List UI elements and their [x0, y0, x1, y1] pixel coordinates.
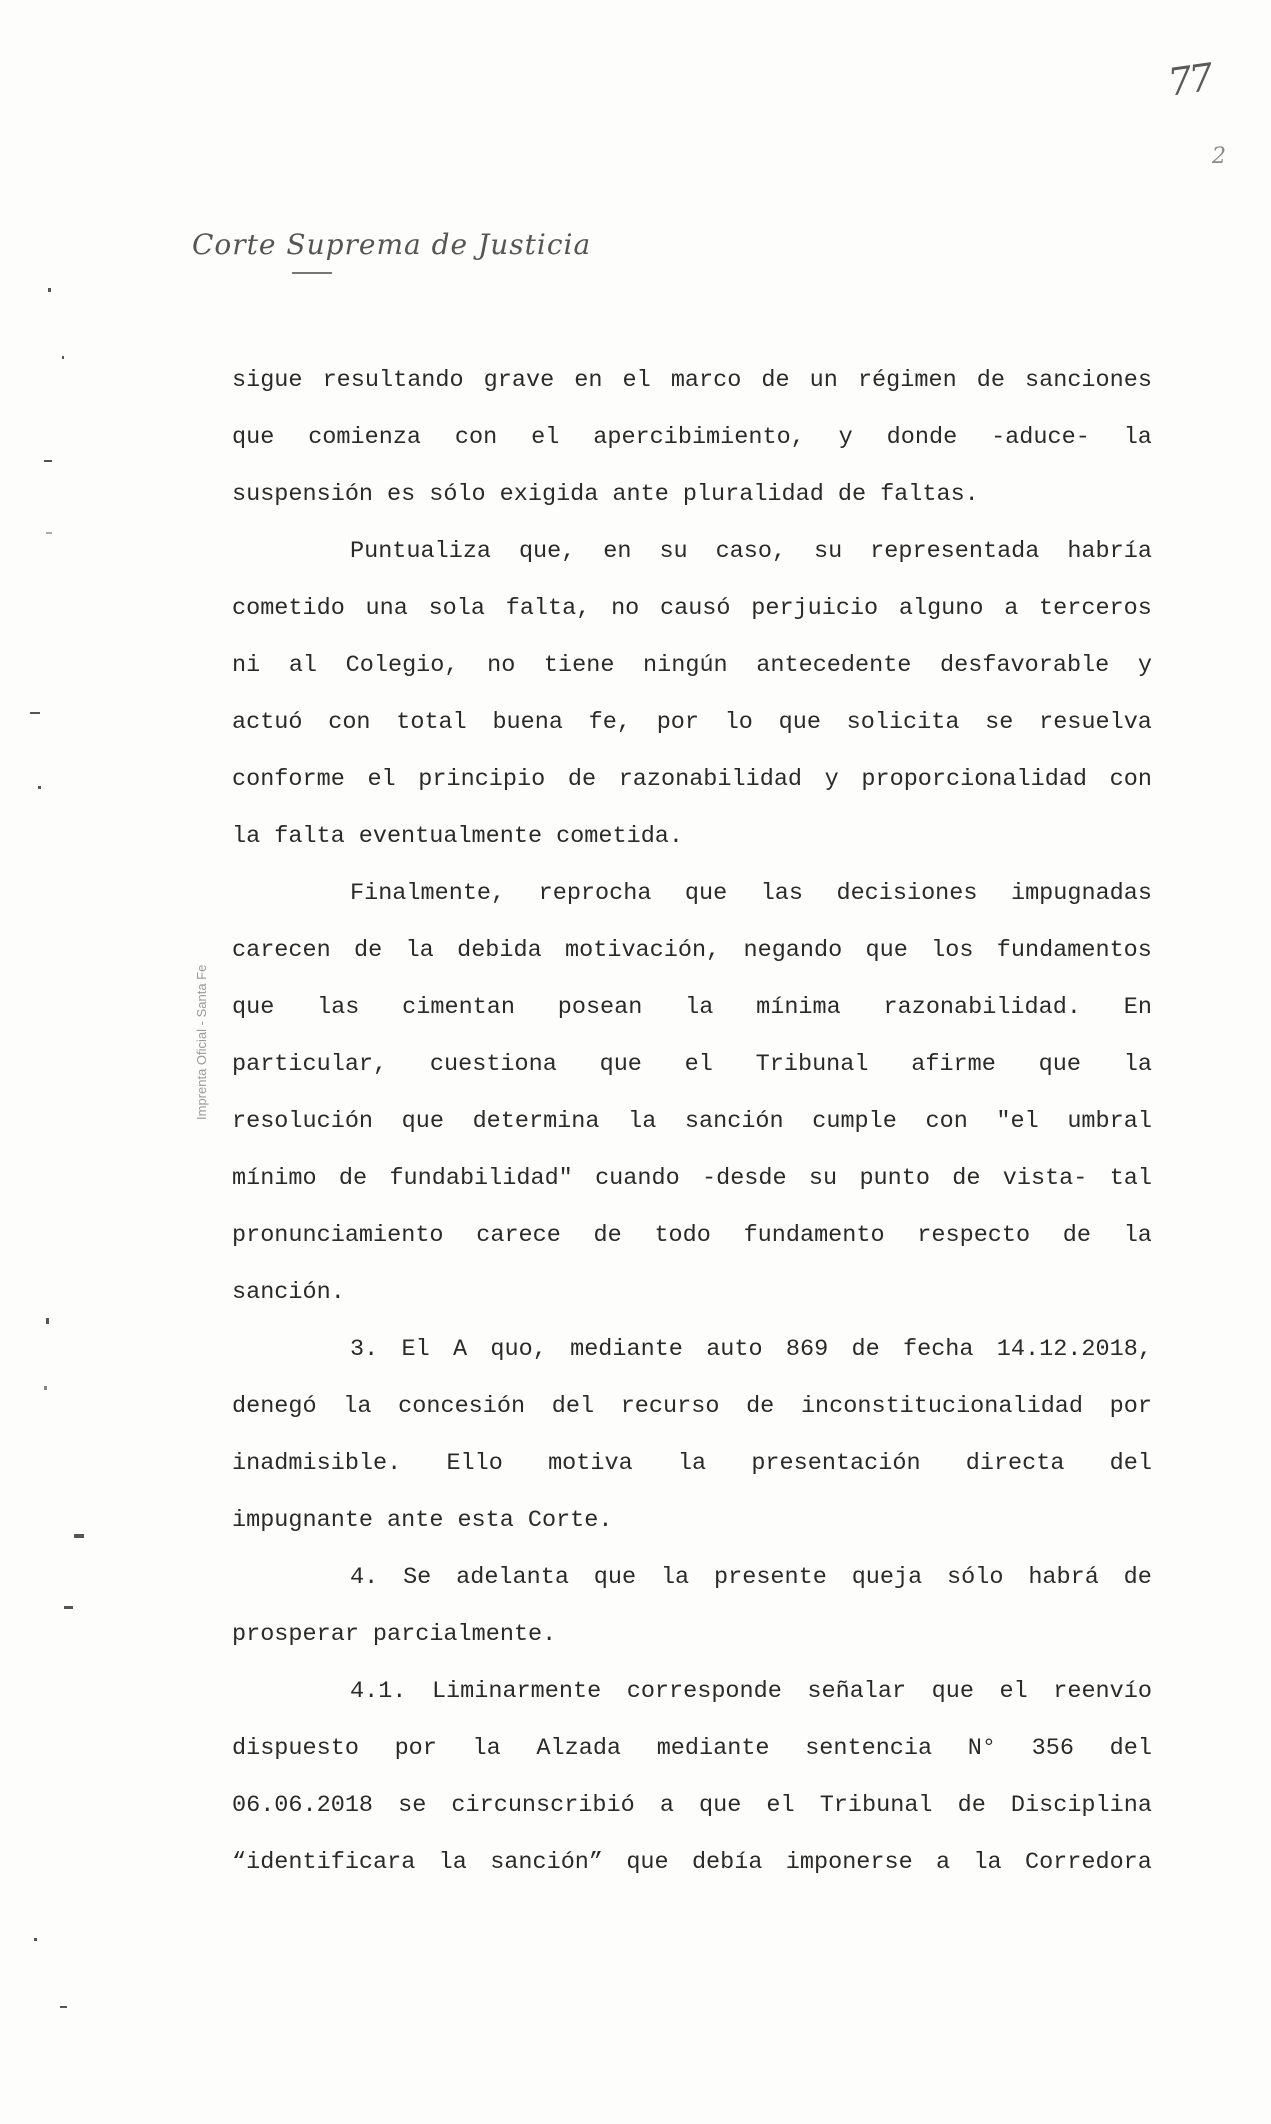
word: imponerse [785, 1849, 913, 1876]
word: en [603, 538, 632, 565]
word: cimentan [402, 994, 515, 1021]
word: la [438, 1849, 467, 1876]
word: la [1123, 1222, 1152, 1249]
printer-imprint: Imprenta Oficial - Santa Fe [194, 964, 209, 1120]
text-line [232, 1321, 1152, 1378]
word: habrá [1028, 1564, 1099, 1591]
word: del [1109, 1735, 1152, 1762]
word: sanciones [1025, 367, 1152, 394]
text-line [232, 523, 1152, 580]
word: actuó [232, 709, 303, 736]
word: 869 [785, 1336, 829, 1363]
word: razonabilidad [618, 766, 803, 793]
text-line [232, 1150, 1152, 1207]
word: la [660, 1564, 690, 1591]
word: tal [1109, 1165, 1152, 1192]
word: "el [996, 1108, 1039, 1135]
word: cometido [232, 595, 345, 622]
margin-speck [38, 786, 41, 789]
margin-speck [30, 712, 40, 714]
margin-speck [46, 1318, 49, 1324]
text-line [232, 1834, 1152, 1891]
word: ningún [643, 652, 728, 679]
word: Tribunal [755, 1051, 869, 1078]
word: falta, [505, 595, 591, 622]
word: su [659, 538, 688, 565]
word: determina [472, 1108, 600, 1135]
word: y [824, 766, 839, 793]
word: Finalmente, [350, 880, 506, 907]
word: a [1004, 595, 1019, 622]
text-line [232, 352, 1152, 409]
word: reenvío [1053, 1678, 1152, 1705]
word: todo [654, 1222, 711, 1249]
word: razonabilidad. [883, 994, 1081, 1021]
word: fundamento [743, 1222, 885, 1249]
word: grave [483, 367, 555, 394]
word: 3. [350, 1336, 379, 1363]
word: el [999, 1678, 1028, 1705]
word: queja [851, 1564, 923, 1591]
word: posean [557, 994, 643, 1021]
text-line [232, 922, 1152, 979]
word: no [487, 652, 516, 679]
word: con [925, 1108, 968, 1135]
word: la [685, 994, 714, 1021]
word: del [551, 1393, 595, 1420]
word: cuestiona [429, 1051, 557, 1078]
word: se [398, 1792, 427, 1819]
word: resolución [232, 1108, 374, 1135]
word: habría [1067, 538, 1152, 565]
word: 4. [350, 1564, 379, 1591]
text-line [232, 1378, 1152, 1435]
word: sólo [429, 481, 486, 508]
word: donde [886, 424, 958, 451]
word: parcialmente. [372, 1621, 557, 1648]
word: por [656, 709, 699, 736]
text-line [232, 1264, 1152, 1321]
word: terceros [1039, 595, 1152, 622]
word: la [232, 823, 261, 850]
word: inconstitucionalidad [800, 1393, 1083, 1420]
word: negando [743, 937, 843, 964]
word: que [401, 1108, 444, 1135]
margin-speck [48, 288, 51, 292]
text-line [232, 1093, 1152, 1150]
word: -desde [702, 1165, 787, 1192]
word: el [367, 766, 396, 793]
word: apercibimiento, [593, 424, 805, 451]
word: que [865, 937, 908, 964]
word: y [1137, 652, 1152, 679]
word: desfavorable [940, 652, 1110, 679]
margin-speck [46, 532, 52, 534]
word: al [288, 652, 318, 679]
text-line [232, 979, 1152, 1036]
word: se [985, 709, 1014, 736]
word: el [531, 424, 560, 451]
word: de [746, 1393, 775, 1420]
text-line [232, 751, 1152, 808]
word: el [684, 1051, 713, 1078]
word: decisiones [836, 880, 978, 907]
word: impugnadas [1010, 880, 1152, 907]
word: falta [274, 823, 345, 850]
text-line [232, 1549, 1152, 1606]
body-text [232, 352, 1152, 1891]
margin-speck [60, 2006, 67, 2008]
text-line [232, 1606, 1152, 1663]
word: la [973, 1849, 1002, 1876]
word: debía [691, 1849, 763, 1876]
word: sigue [232, 367, 303, 394]
word: fecha [903, 1336, 974, 1363]
word: motiva [548, 1450, 633, 1477]
word: pronunciamiento [232, 1222, 444, 1249]
word: exigida [499, 481, 599, 508]
word: solicita [846, 709, 960, 736]
letterhead: Corte Suprema de Justicia [192, 228, 592, 261]
word: total [396, 709, 467, 736]
word: auto [706, 1336, 763, 1363]
word: impugnante [232, 1507, 374, 1534]
word: a [659, 1792, 674, 1819]
word: de [354, 937, 383, 964]
word: proporcionalidad [861, 766, 1088, 793]
word: que [684, 880, 728, 907]
word: buena [492, 709, 563, 736]
word: punto [859, 1165, 930, 1192]
word: suspensión [232, 481, 374, 508]
word: umbral [1067, 1108, 1152, 1135]
word: alguno [898, 595, 984, 622]
word: y [838, 424, 853, 451]
word: cuando [595, 1165, 680, 1192]
word: inadmisible. [232, 1450, 402, 1477]
word: de [1123, 1564, 1152, 1591]
word: Liminarmente [431, 1678, 602, 1705]
word: la [343, 1393, 372, 1420]
word: sanción [684, 1108, 784, 1135]
margin-speck [34, 1938, 37, 1941]
word: faltas. [880, 481, 979, 508]
word: fundabilidad" [389, 1165, 573, 1192]
word: señalar [807, 1678, 907, 1705]
word: de [837, 481, 867, 508]
word: la [1123, 1051, 1152, 1078]
text-line [232, 637, 1152, 694]
text-line [232, 466, 1152, 523]
word: -aduce- [991, 424, 1090, 451]
text-line [232, 1207, 1152, 1264]
word: régimen [857, 367, 957, 394]
word: caso, [715, 538, 787, 565]
word: sanción” [490, 1849, 604, 1876]
margin-speck [44, 460, 52, 462]
word: prosperar [232, 1621, 359, 1648]
word: El [401, 1336, 430, 1363]
word: de [976, 367, 1005, 394]
text-line [232, 1663, 1152, 1720]
word: Alzada [536, 1735, 622, 1762]
word: el [622, 367, 651, 394]
word: 356 [1031, 1735, 1074, 1762]
word: En [1123, 994, 1152, 1021]
word: que [599, 1051, 642, 1078]
word: su [814, 538, 843, 565]
word: de [567, 766, 597, 793]
word: que [931, 1678, 974, 1705]
word: los [931, 937, 974, 964]
word: la [1123, 424, 1152, 451]
word: la [472, 1735, 501, 1762]
word: mediante [570, 1336, 683, 1363]
word: Se [403, 1564, 432, 1591]
word: por [394, 1735, 437, 1762]
folio-annotation: 2 [1212, 144, 1226, 169]
word: N° [967, 1735, 996, 1762]
word: dispuesto [232, 1735, 359, 1762]
word: quo, [490, 1336, 547, 1363]
word: mínimo [232, 1165, 317, 1192]
letterhead-rule [292, 272, 332, 274]
word: resultando [322, 367, 464, 394]
word: marco [670, 367, 742, 394]
word: que [1038, 1051, 1081, 1078]
text-line [232, 1492, 1152, 1549]
word: tiene [543, 652, 615, 679]
text-line [232, 409, 1152, 466]
margin-speck [62, 356, 64, 359]
word: mediante [656, 1735, 770, 1762]
word: fundamentos [996, 937, 1152, 964]
word: que, [518, 538, 576, 565]
word: por [1109, 1393, 1152, 1420]
word: de [952, 1165, 981, 1192]
word: esta [457, 1507, 514, 1534]
folio-number: 77 [1165, 55, 1214, 105]
word: 06.06.2018 [232, 1792, 374, 1819]
word: vista- [1002, 1165, 1088, 1192]
word: Colegio, [345, 652, 459, 679]
text-line [232, 1435, 1152, 1492]
word: sentencia [805, 1735, 933, 1762]
word: que [626, 1849, 669, 1876]
word: ante [612, 481, 669, 508]
text-line [232, 1720, 1152, 1777]
word: motivación, [565, 937, 721, 964]
word: eventualmente [358, 823, 543, 850]
word: particular, [232, 1051, 388, 1078]
word: mínima [756, 994, 841, 1021]
word: pluralidad [682, 481, 824, 508]
word: sanción. [232, 1279, 345, 1306]
text-line [232, 694, 1152, 751]
word: carece [476, 1222, 561, 1249]
text-line [232, 865, 1152, 922]
word: de [851, 1336, 880, 1363]
word: del [1109, 1450, 1152, 1477]
word: las [760, 880, 803, 907]
word: recurso [620, 1393, 720, 1420]
word: a [936, 1849, 951, 1876]
word: cometida. [556, 823, 683, 850]
word: una [365, 595, 408, 622]
word: un [809, 367, 838, 394]
word: Puntualiza [350, 538, 492, 565]
word: principio [418, 766, 546, 793]
word: Tribunal [819, 1792, 933, 1819]
word: la [677, 1450, 707, 1477]
word: que [232, 424, 275, 451]
word: causó [660, 595, 731, 622]
word: A [453, 1336, 468, 1363]
word: concesión [398, 1393, 526, 1420]
word: de [761, 367, 790, 394]
word: Disciplina [1010, 1792, 1152, 1819]
word: 4.1. [350, 1678, 407, 1705]
word: ante [387, 1507, 444, 1534]
word: sola [428, 595, 485, 622]
word: es [387, 481, 416, 508]
word: Corte. [527, 1507, 613, 1534]
word: con [454, 424, 498, 451]
word: de [957, 1792, 986, 1819]
word: las [317, 994, 360, 1021]
word: sólo [947, 1564, 1004, 1591]
word: que [778, 709, 821, 736]
word: cumple [812, 1108, 897, 1135]
word: afirme [911, 1051, 996, 1078]
word: directa [965, 1450, 1065, 1477]
word: su [808, 1165, 838, 1192]
margin-speck [64, 1606, 73, 1609]
text-line [232, 808, 1152, 865]
word: de [1062, 1222, 1092, 1249]
word: que [232, 994, 275, 1021]
word: corresponde [626, 1678, 782, 1705]
word: presentación [751, 1450, 921, 1477]
word: presente [714, 1564, 827, 1591]
word: con [1109, 766, 1152, 793]
word: reprocha [538, 880, 652, 907]
word: 14.12.2018, [996, 1336, 1152, 1363]
word: respecto [917, 1222, 1031, 1249]
word: “identificara [232, 1849, 416, 1876]
word: lo [724, 709, 753, 736]
word: fe, [588, 709, 631, 736]
word: la [405, 937, 434, 964]
word: carecen [232, 937, 331, 964]
word: que [593, 1564, 637, 1591]
word: representada [870, 538, 1040, 565]
word: que [699, 1792, 742, 1819]
word: de [593, 1222, 622, 1249]
word: ni [232, 652, 261, 679]
word: circunscribió [451, 1792, 635, 1819]
word: denegó [232, 1393, 317, 1420]
word: resuelva [1039, 709, 1152, 736]
word: conforme [232, 766, 345, 793]
word: Ello [446, 1450, 503, 1477]
word: perjuicio [751, 595, 879, 622]
text-line [232, 1777, 1152, 1834]
margin-speck [74, 1534, 84, 1538]
text-line [232, 580, 1152, 637]
word: no [611, 595, 640, 622]
word: antecedente [756, 652, 912, 679]
word: la [628, 1108, 657, 1135]
word: de [338, 1165, 368, 1192]
word: con [328, 709, 371, 736]
word: en [574, 367, 603, 394]
word: comienza [308, 424, 422, 451]
word: adelanta [456, 1564, 569, 1591]
word: Corredora [1024, 1849, 1152, 1876]
word: el [766, 1792, 795, 1819]
word: debida [457, 937, 542, 964]
text-line [232, 1036, 1152, 1093]
margin-speck [44, 1386, 47, 1390]
